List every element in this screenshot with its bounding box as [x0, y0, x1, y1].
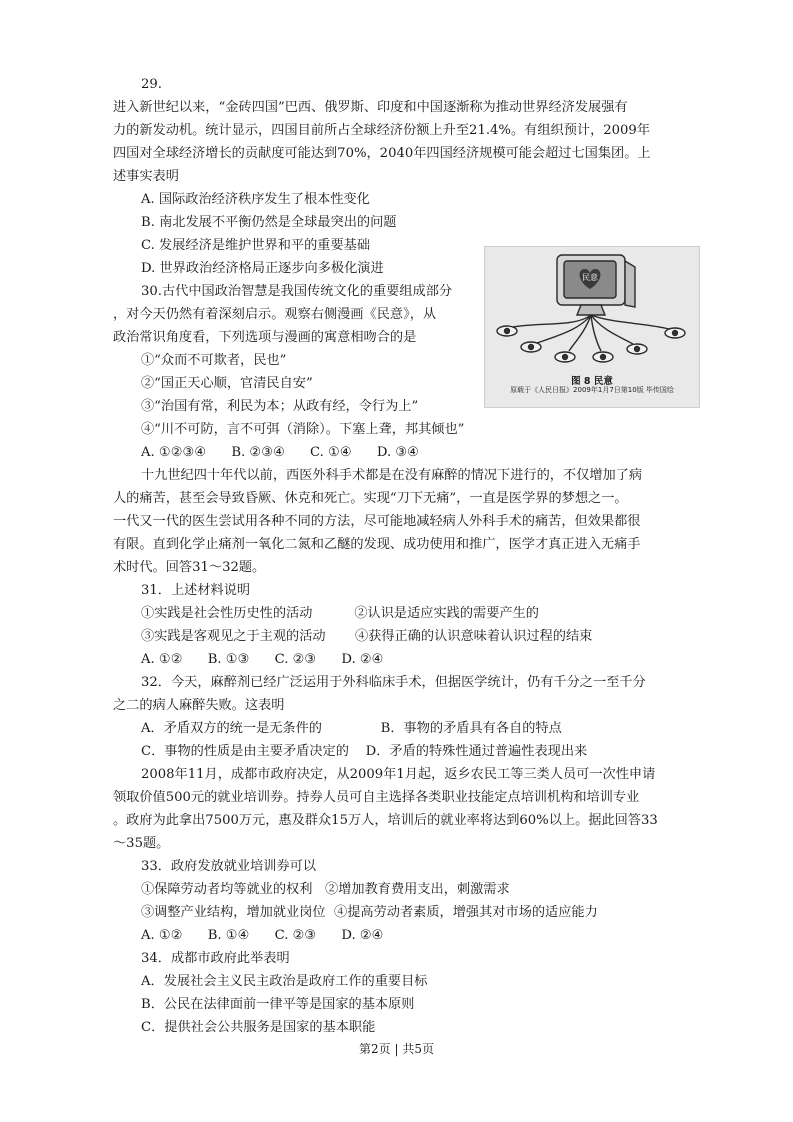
- text-line: 一代又一代的医生尝试用各种不同的方法，尽可能地减轻病人外科手术的痛苦，但效果都很: [113, 514, 641, 529]
- cartoon-screen-text: 民意: [582, 273, 598, 282]
- text-line: 33．政府发放就业培训券可以: [141, 859, 317, 874]
- text-line: B. 南北发展不平衡仍然是全球最突出的问题: [141, 215, 397, 230]
- text-line: ④“川不可防，言不可弭（消除）。下塞上聋，邦其倾也”: [141, 422, 465, 437]
- text-line: 32．今天，麻醉剂已经广泛运用于外科临床手术，但据医学统计，仍有千分之一至千分: [141, 675, 646, 690]
- text-line: A. ①② B. ①③ C. ②③ D. ②④: [141, 652, 384, 667]
- text-line: ③调整产业结构，增加就业岗位 ④提高劳动者素质，增强其对市场的适应能力: [141, 905, 598, 920]
- text-line: 31．上述材料说明: [141, 583, 251, 598]
- text-line: 有限。直到化学止痛剂一氧化二氮和乙醚的发现、成功使用和推广，医学才真正进入无痛手: [113, 537, 641, 552]
- text-line: B．公民在法律面前一律平等是国家的基本原则: [141, 997, 415, 1012]
- text-line: A．矛盾双方的统一是无条件的 B．事物的矛盾具有各自的特点: [141, 721, 562, 736]
- cartoon-caption: 图 8 民意: [571, 376, 613, 387]
- page-footer: 第2页 | 共5页: [359, 1042, 434, 1056]
- text-line: ③“治国有常，利民为本；从政有经，令行为上”: [141, 399, 419, 414]
- text-line: 术时代。回答31～32题。: [113, 560, 266, 575]
- text-line: A. ①② B. ①④ C. ②③ D. ②④: [141, 928, 384, 943]
- text-line: A. ①②③④ B. ②③④ C. ①④ D. ③④: [141, 445, 419, 460]
- cartoon-source: 原载于《人民日报》2009年1月7日第10版 毕传国绘: [510, 386, 674, 394]
- text-line: ①保障劳动者均等就业的权利 ②增加教育费用支出，刺激需求: [141, 882, 510, 897]
- text-line: ～35题。: [113, 836, 170, 851]
- text-line: A. 国际政治经济秩序发生了根本性变化: [141, 192, 370, 207]
- text-line: 进入新世纪以来，“金砖四国”巴西、俄罗斯、印度和中国逐渐称为推动世界经济发展强有: [113, 100, 628, 115]
- text-line: 34．成都市政府此举表明: [141, 951, 290, 966]
- text-line: 29.: [141, 77, 162, 92]
- text-line: 领取价值500元的就业培训券。持券人员可自主选择各类职业技能定点培训机构和培训专业: [113, 790, 640, 805]
- text-line: 十九世纪四十年代以前，西医外科手术都是在没有麻醉的情况下进行的，不仅增加了病: [141, 468, 643, 483]
- text-line: C．提供社会公共服务是国家的基本职能: [141, 1020, 376, 1035]
- text-line: 四国对全球经济增长的贡献度可能达到70%，2040年四国经济规模可能会超过七国集团。上: [113, 146, 651, 161]
- text-line: 2008年11月，成都市政府决定，从2009年1月起，返乡农民工等三类人员可一次性申请: [141, 767, 656, 782]
- text-line: 之二的病人麻醉失败。这表明: [113, 698, 285, 713]
- text-line: ，对今天仍然有着深刻启示。观察右侧漫画《民意》，从: [113, 307, 437, 322]
- text-line: 力的新发动机。统计显示，四国目前所占全球经济份额上升至21.4%。有组织预计，2009年: [113, 123, 651, 138]
- text-line: 30.古代中国政治智慧是我国传统文化的重要组成部分: [141, 284, 453, 299]
- text-line: 述事实表明: [113, 169, 179, 184]
- text-line: ①实践是社会性历史性的活动 ②认识是适应实践的需要产生的: [141, 606, 539, 621]
- text-line: 。政府为此拿出7500万元，惠及群众15万人，培训后的就业率将达到60%以上。据此回答33: [113, 813, 658, 828]
- text-line: 政治常识角度看，下列选项与漫画的寓意相吻合的是: [113, 330, 417, 345]
- text-line: A．发展社会主义民主政治是政府工作的重要目标: [141, 974, 428, 989]
- text-line: ①“众而不可欺者，民也”: [141, 353, 287, 368]
- text-line: ②“国正天心顺，官清民自安”: [141, 376, 313, 391]
- text-line: C. 发展经济是维护世界和平的重要基础: [141, 238, 371, 253]
- text-line: ③实践是客观见之于主观的活动 ④获得正确的认识意味着认识过程的结束: [141, 629, 593, 644]
- text-line: C．事物的性质是由主要矛盾决定的 D．矛盾的特殊性通过普遍性表现出来: [141, 744, 588, 759]
- text-line: 人的痛苦，甚至会导致昏厥、休克和死亡。实现“刀下无痛”，一直是医学界的梦想之一。: [113, 491, 628, 506]
- text-line: D. 世界政治经济格局正逐步向多极化演进: [141, 261, 384, 276]
- cartoon-image: [484, 246, 700, 408]
- cartoon-drawing: [485, 247, 699, 372]
